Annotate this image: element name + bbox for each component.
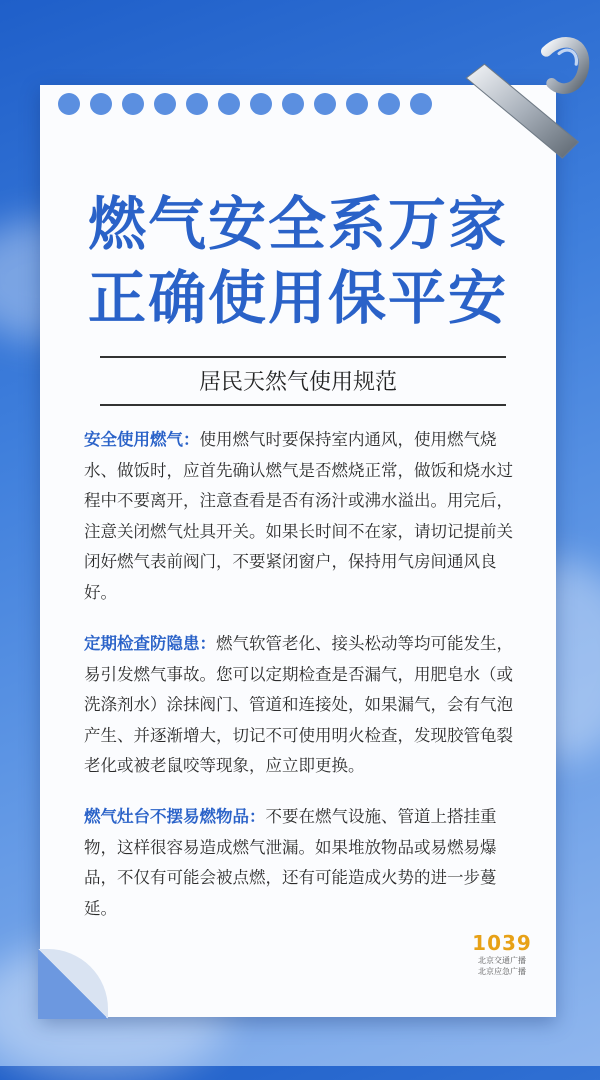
binder-hole [250, 93, 272, 115]
section-body: 使用燃气时要保持室内通风，使用燃气烧水、做饭时，应首先确认燃气是否燃烧正常，做饭和烧水过程中不要离开，注意查看是否有汤汁或沸水溢出。用完后，注意关闭燃气灶具开关。如果长时间不在家，请切记提前关闭好燃气表前阀门，不要紧闭窗户，保持用气房间通风良好。 [84, 430, 513, 602]
binder-hole [314, 93, 336, 115]
notepad-paper [40, 85, 556, 1017]
section-no-flammables [84, 802, 524, 924]
section-body: 燃气软管老化、接头松动等均可能发生，易引发燃气事故。您可以定期检查是否漏气，用肥皂水（或洗涤剂水）涂抹阀门、管道和连接处，如果漏气，会有气泡产生、并逐渐增大，切记不可使用明火检查，发现胶管龟裂老化或被老鼠咬等现象，应立即更换。 [84, 634, 513, 775]
binder-holes [58, 93, 432, 115]
binder-hole [122, 93, 144, 115]
binder-hole [410, 93, 432, 115]
subtitle: 居民天然气使用规范 [198, 370, 397, 395]
section-heading: 安全使用燃气： [84, 430, 200, 449]
section-body: 不要在燃气设施、管道上搭挂重物，这样很容易造成燃气泄漏。如果堆放物品或易燃易爆品，不仅有可能会被点燃，还有可能造成火势的进一步蔓延。 [84, 807, 497, 918]
section-regular-check [84, 629, 524, 782]
logo-line-1: 北京交通广播 [478, 956, 526, 965]
divider-top [100, 356, 506, 358]
station-logo [472, 931, 532, 977]
binder-clip-icon [455, 30, 595, 190]
binder-hole [282, 93, 304, 115]
binder-hole [378, 93, 400, 115]
section-heading: 燃气灶台不摆易燃物品： [84, 807, 266, 826]
section-heading: 定期检查防隐患： [84, 634, 216, 653]
logo-line-2: 北京应急广播 [478, 967, 526, 976]
divider-bottom [100, 404, 506, 406]
logo-number: 1039 [472, 931, 532, 955]
binder-hole [186, 93, 208, 115]
title-line-1: 燃气安全系万家 [87, 190, 508, 258]
title-line-2: 正确使用保平安 [87, 264, 508, 332]
binder-hole [58, 93, 80, 115]
section-safe-use [84, 425, 524, 608]
binder-hole [154, 93, 176, 115]
binder-hole [90, 93, 112, 115]
binder-hole [346, 93, 368, 115]
binder-hole [218, 93, 240, 115]
